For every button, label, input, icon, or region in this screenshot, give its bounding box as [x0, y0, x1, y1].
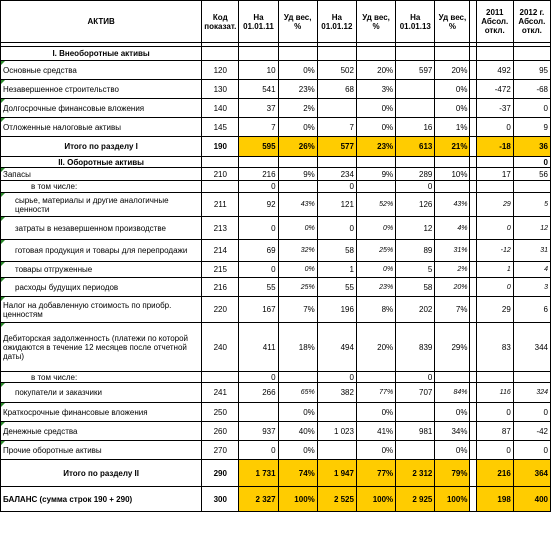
row-code: 145 [202, 118, 239, 137]
cell-s2013: 20% [435, 278, 470, 297]
cell-s2012: 0% [356, 99, 395, 118]
cell-v2011 [239, 403, 278, 422]
row-code: 140 [202, 99, 239, 118]
cell-s2012: 0% [356, 118, 395, 137]
cell-abs2012: 4 [513, 262, 550, 278]
cell-v2011: 216 [239, 168, 278, 181]
balance-s2011: 100% [278, 487, 317, 512]
cell-abs2011: 17 [476, 168, 513, 181]
cell-abs2012: 5 [513, 193, 550, 217]
total-s2013: 21% [435, 137, 470, 157]
cell-abs2011: 0 [476, 118, 513, 137]
total-v2013: 2 312 [396, 460, 435, 487]
cell-abs2012: 0 [513, 441, 550, 460]
cell-s2011: 7% [278, 297, 317, 323]
cell-abs2012: 3 [513, 278, 550, 297]
table-row [1, 240, 551, 262]
cell-v2011: 0 [239, 262, 278, 278]
row-code: 130 [202, 80, 239, 99]
cell-v2011: 266 [239, 383, 278, 403]
cell-v2013: 0 [396, 372, 435, 383]
row-code: 210 [202, 168, 239, 181]
cell-s2013: 84% [435, 383, 470, 403]
table-row [1, 323, 551, 372]
cell-abs2012: 0 [513, 403, 550, 422]
cell-v2011: 167 [239, 297, 278, 323]
cell-s2012: 25% [356, 240, 395, 262]
row-name: Дебиторская задолженность (платежи по которой ожидаются в течение 12 месяцев после отчетной даты) [1, 323, 202, 372]
total-abs2012: 36 [513, 137, 550, 157]
cell-abs2012: 95 [513, 61, 550, 80]
row-name: Краткосрочные финансовые вложения [1, 403, 202, 422]
row-name: Прочие оборотные активы [1, 441, 202, 460]
balance-total-row [1, 487, 551, 512]
cell-v2012: 494 [317, 323, 356, 372]
cell-abs2012: 31 [513, 240, 550, 262]
cell-abs2012: 12 [513, 217, 550, 240]
row-name: сырье, материалы и другие аналогичные ценности [1, 193, 202, 217]
cell-v2012 [317, 441, 356, 460]
row-code: 120 [202, 61, 239, 80]
header-aktiv: АКТИВ [1, 1, 202, 43]
cell-s2011: 0% [278, 217, 317, 240]
balance-abs2011: 198 [476, 487, 513, 512]
cell-v2013 [396, 80, 435, 99]
table-row [1, 80, 551, 99]
cell-v2013: 5 [396, 262, 435, 278]
cell-v2011: 0 [239, 441, 278, 460]
cell-v2013: 839 [396, 323, 435, 372]
table-row [1, 422, 551, 441]
cell-v2012: 58 [317, 240, 356, 262]
total-code: 290 [202, 460, 239, 487]
cell-abs2011: -472 [476, 80, 513, 99]
cell-abs2011: -12 [476, 240, 513, 262]
cell-s2011: 0% [278, 441, 317, 460]
header-v2012: На 01.01.12 [317, 1, 356, 43]
cell-v2011: 69 [239, 240, 278, 262]
cell-v2012: 382 [317, 383, 356, 403]
cell-abs2012: 9 [513, 118, 550, 137]
balance-label: БАЛАНС (сумма строк 190 + 290) [1, 487, 202, 512]
table-row [1, 262, 551, 278]
cell-v2013: 981 [396, 422, 435, 441]
cell-s2012: 23% [356, 278, 395, 297]
cell-s2011: 0% [278, 403, 317, 422]
row-code: 250 [202, 403, 239, 422]
cell-abs2012: 324 [513, 383, 550, 403]
table-row [1, 118, 551, 137]
table-row [1, 193, 551, 217]
cell-v2012: 68 [317, 80, 356, 99]
cell-abs2012: 6 [513, 297, 550, 323]
header-v2013: На 01.01.13 [396, 1, 435, 43]
cell-abs2011: 0 [476, 278, 513, 297]
total-s2011: 74% [278, 460, 317, 487]
cell-s2011: 40% [278, 422, 317, 441]
table-row [1, 61, 551, 80]
table-row [1, 441, 551, 460]
total-v2012: 1 947 [317, 460, 356, 487]
cell-v2012: 0 [317, 181, 356, 193]
row-code: 211 [202, 193, 239, 217]
cell-v2012 [317, 403, 356, 422]
table-row [1, 372, 551, 383]
cell-abs2011: 1 [476, 262, 513, 278]
cell-s2013: 0% [435, 441, 470, 460]
cell-v2013 [396, 99, 435, 118]
table-row [1, 168, 551, 181]
cell-s2012: 41% [356, 422, 395, 441]
cell-abs2011: 492 [476, 61, 513, 80]
cell-s2012: 20% [356, 323, 395, 372]
cell-s2012: 0% [356, 403, 395, 422]
total-v2011: 595 [239, 137, 278, 157]
cell-abs2011: 87 [476, 422, 513, 441]
cell-abs2011: 116 [476, 383, 513, 403]
cell-abs2011: 0 [476, 403, 513, 422]
table-row [1, 383, 551, 403]
balance-s2013: 100% [435, 487, 470, 512]
cell-s2011: 0% [278, 118, 317, 137]
row-name: Налог на добавленную стоимость по приобр. ценностям [1, 297, 202, 323]
header-code: Код показат. [202, 1, 239, 43]
row-name: затраты в незавершенном производстве [1, 217, 202, 240]
cell-v2013: 707 [396, 383, 435, 403]
cell-v2012: 55 [317, 278, 356, 297]
balance-abs2012: 400 [513, 487, 550, 512]
cell-s2013: 29% [435, 323, 470, 372]
total-v2013: 613 [396, 137, 435, 157]
table-row [1, 99, 551, 118]
total-label: Итого по разделу II [1, 460, 202, 487]
cell-s2013: 0% [435, 99, 470, 118]
cell-s2013: 34% [435, 422, 470, 441]
header-s2013: Уд вес, % [435, 1, 470, 43]
cell-v2013: 0 [396, 181, 435, 193]
balance-s2012: 100% [356, 487, 395, 512]
cell-s2011: 0% [278, 262, 317, 278]
cell-v2013: 126 [396, 193, 435, 217]
cell-s2012: 8% [356, 297, 395, 323]
row-code: 220 [202, 297, 239, 323]
cell-s2012: 0% [356, 441, 395, 460]
cell-v2012: 0 [317, 217, 356, 240]
cell-s2011: 43% [278, 193, 317, 217]
table-row [1, 403, 551, 422]
section-title-row [1, 47, 551, 61]
cell-v2013: 12 [396, 217, 435, 240]
cell-v2011: 937 [239, 422, 278, 441]
cell-s2011: 0% [278, 61, 317, 80]
balance-code: 300 [202, 487, 239, 512]
cell-v2012: 7 [317, 118, 356, 137]
cell-s2011: 65% [278, 383, 317, 403]
cell-v2012: 234 [317, 168, 356, 181]
section-title-row [1, 157, 551, 168]
header-s2011: Уд вес, % [278, 1, 317, 43]
row-code: 270 [202, 441, 239, 460]
total-abs2011: -18 [476, 137, 513, 157]
table-row [1, 217, 551, 240]
header-v2011: На 01.01.11 [239, 1, 278, 43]
row-code: 240 [202, 323, 239, 372]
row-code: 241 [202, 383, 239, 403]
cell-v2012: 1 [317, 262, 356, 278]
row-name: Денежные средства [1, 422, 202, 441]
total-s2012: 77% [356, 460, 395, 487]
cell-v2011: 541 [239, 80, 278, 99]
cell-s2012: 0% [356, 217, 395, 240]
cell-s2012: 0% [356, 262, 395, 278]
section-1-total-row [1, 137, 551, 157]
cell-v2012 [317, 99, 356, 118]
cell-s2012: 20% [356, 61, 395, 80]
cell-v2013 [396, 441, 435, 460]
cell-v2011: 55 [239, 278, 278, 297]
cell-v2012: 121 [317, 193, 356, 217]
cell-s2011: 25% [278, 278, 317, 297]
cell-s2012: 3% [356, 80, 395, 99]
cell-s2013: 20% [435, 61, 470, 80]
cell-s2011: 32% [278, 240, 317, 262]
row-name: Долгосрочные финансовые вложения [1, 99, 202, 118]
cell-s2013: 43% [435, 193, 470, 217]
cell-v2013: 289 [396, 168, 435, 181]
cell-s2011: 9% [278, 168, 317, 181]
total-code: 190 [202, 137, 239, 157]
cell-v2011: 411 [239, 323, 278, 372]
cell-abs2011: 29 [476, 193, 513, 217]
cell-v2013 [396, 403, 435, 422]
total-s2011: 26% [278, 137, 317, 157]
cell-s2013: 7% [435, 297, 470, 323]
header-abs2011: 2011 Абсол. откл. [476, 1, 513, 43]
row-name: расходы будущих периодов [1, 278, 202, 297]
cell-s2011: 23% [278, 80, 317, 99]
cell-s2013: 10% [435, 168, 470, 181]
cell-v2011: 10 [239, 61, 278, 80]
cell-s2013: 0% [435, 403, 470, 422]
cell-v2011: 7 [239, 118, 278, 137]
cell-abs2011: 0 [476, 441, 513, 460]
row-code: 215 [202, 262, 239, 278]
header-row [1, 1, 551, 43]
cell-v2011: 0 [239, 181, 278, 193]
cell-s2013: 0% [435, 80, 470, 99]
total-abs2012: 364 [513, 460, 550, 487]
cell-abs2012: 344 [513, 323, 550, 372]
table-row [1, 181, 551, 193]
cell-abs2012: 0 [513, 99, 550, 118]
row-name: Запасы [1, 168, 202, 181]
balance-v2011: 2 327 [239, 487, 278, 512]
cell-v2013: 202 [396, 297, 435, 323]
cell-v2011: 92 [239, 193, 278, 217]
total-label: Итого по разделу I [1, 137, 202, 157]
row-name: Незавершенное строительство [1, 80, 202, 99]
row-name: товары отгруженные [1, 262, 202, 278]
row-name: в том числе: [1, 181, 202, 193]
section-1-title: I. Внеоборотные активы [1, 47, 202, 61]
cell-abs2011: 0 [476, 217, 513, 240]
cell-v2013: 89 [396, 240, 435, 262]
header-abs2012: 2012 г. Абсол. откл. [513, 1, 550, 43]
table-row [1, 297, 551, 323]
row-name: Основные средства [1, 61, 202, 80]
total-s2012: 23% [356, 137, 395, 157]
cell-v2012: 502 [317, 61, 356, 80]
row-name: покупатели и заказчики [1, 383, 202, 403]
row-name: Отложенные налоговые активы [1, 118, 202, 137]
section-2-title: II. Оборотные активы [1, 157, 202, 168]
row-code: 216 [202, 278, 239, 297]
cell-v2011: 0 [239, 217, 278, 240]
cell-abs2012: 0 [513, 157, 550, 168]
balance-v2012: 2 525 [317, 487, 356, 512]
cell-s2011: 2% [278, 99, 317, 118]
cell-v2012: 0 [317, 372, 356, 383]
row-name: в том числе: [1, 372, 202, 383]
total-s2013: 79% [435, 460, 470, 487]
total-v2012: 577 [317, 137, 356, 157]
cell-v2012: 196 [317, 297, 356, 323]
cell-v2011: 0 [239, 372, 278, 383]
cell-s2013: 2% [435, 262, 470, 278]
cell-v2013: 16 [396, 118, 435, 137]
cell-abs2011: 29 [476, 297, 513, 323]
cell-s2012: 77% [356, 383, 395, 403]
row-code: 260 [202, 422, 239, 441]
cell-abs2011: -37 [476, 99, 513, 118]
cell-abs2012: 56 [513, 168, 550, 181]
balance-v2013: 2 925 [396, 487, 435, 512]
total-v2011: 1 731 [239, 460, 278, 487]
cell-v2013: 58 [396, 278, 435, 297]
cell-v2013: 597 [396, 61, 435, 80]
cell-abs2012: -68 [513, 80, 550, 99]
row-code: 214 [202, 240, 239, 262]
row-name: готовая продукция и товары для перепродажи [1, 240, 202, 262]
row-code: 213 [202, 217, 239, 240]
cell-v2011: 37 [239, 99, 278, 118]
table-row [1, 278, 551, 297]
total-abs2011: 216 [476, 460, 513, 487]
section-2-total-row [1, 460, 551, 487]
cell-s2013: 4% [435, 217, 470, 240]
cell-s2012: 9% [356, 168, 395, 181]
cell-s2012: 52% [356, 193, 395, 217]
cell-abs2011: 83 [476, 323, 513, 372]
cell-v2012: 1 023 [317, 422, 356, 441]
header-s2012: Уд вес, % [356, 1, 395, 43]
cell-s2013: 1% [435, 118, 470, 137]
cell-abs2012: -42 [513, 422, 550, 441]
cell-s2013: 31% [435, 240, 470, 262]
cell-s2011: 18% [278, 323, 317, 372]
